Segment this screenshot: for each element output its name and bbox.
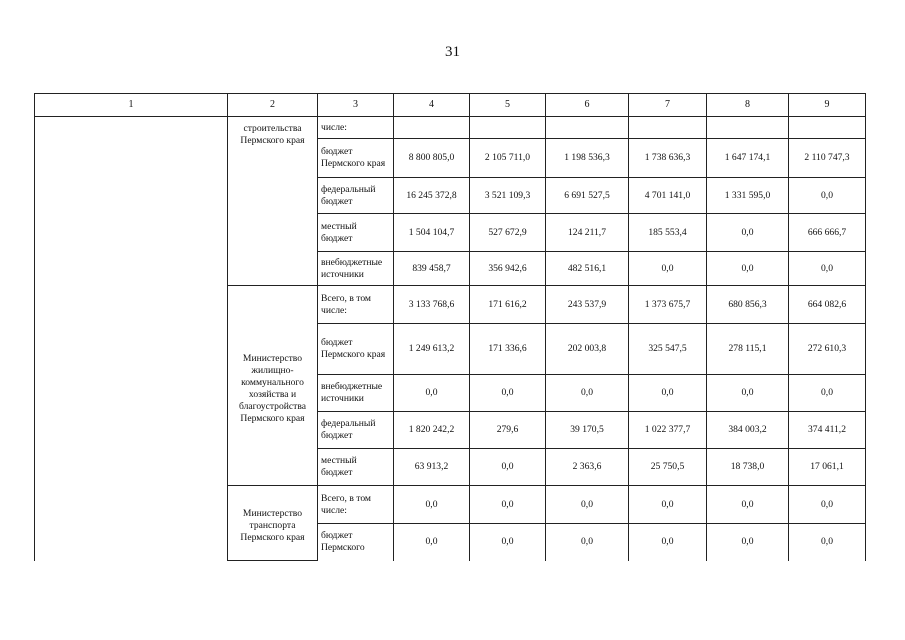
funding-source-cell: внебюджетные источники <box>318 375 394 412</box>
amount-cell: 0,0 <box>789 252 866 286</box>
column-number: 4 <box>394 94 470 117</box>
amount-cell <box>546 117 629 139</box>
amount-cell <box>394 117 470 139</box>
amount-cell: 0,0 <box>546 375 629 412</box>
amount-cell: 1 022 377,7 <box>629 412 707 449</box>
funding-source-cell: Всего, в том числе: <box>318 286 394 324</box>
amount-cell: 171 336,6 <box>470 324 546 375</box>
funding-source-cell: местный бюджет <box>318 449 394 486</box>
funding-source-cell: Всего, в том числе: <box>318 486 394 524</box>
funding-source-cell: местный бюджет <box>318 214 394 252</box>
amount-cell: 0,0 <box>629 375 707 412</box>
column-number: 1 <box>35 94 228 117</box>
amount-cell: 0,0 <box>629 524 707 561</box>
column-number: 9 <box>789 94 866 117</box>
amount-cell: 39 170,5 <box>546 412 629 449</box>
amount-cell: 63 913,2 <box>394 449 470 486</box>
amount-cell: 325 547,5 <box>629 324 707 375</box>
amount-cell: 482 516,1 <box>546 252 629 286</box>
column-number: 2 <box>228 94 318 117</box>
page-number: 31 <box>445 44 460 60</box>
amount-cell <box>470 117 546 139</box>
amount-cell: 0,0 <box>789 178 866 214</box>
amount-cell: 278 115,1 <box>707 324 789 375</box>
funding-source-cell: внебюджетные источники <box>318 252 394 286</box>
amount-cell: 1 820 242,2 <box>394 412 470 449</box>
amount-cell: 0,0 <box>394 375 470 412</box>
amount-cell: 185 553,4 <box>629 214 707 252</box>
amount-cell: 17 061,1 <box>789 449 866 486</box>
amount-cell: 0,0 <box>394 486 470 524</box>
amount-cell: 0,0 <box>707 214 789 252</box>
amount-cell: 1 504 104,7 <box>394 214 470 252</box>
amount-cell: 0,0 <box>470 449 546 486</box>
amount-cell: 0,0 <box>394 524 470 561</box>
amount-cell: 3 133 768,6 <box>394 286 470 324</box>
amount-cell: 0,0 <box>546 524 629 561</box>
amount-cell <box>789 117 866 139</box>
amount-cell: 0,0 <box>470 486 546 524</box>
amount-cell <box>629 117 707 139</box>
amount-cell: 839 458,7 <box>394 252 470 286</box>
column-number: 3 <box>318 94 394 117</box>
amount-cell: 0,0 <box>629 252 707 286</box>
amount-cell: 0,0 <box>707 524 789 561</box>
amount-cell: 0,0 <box>629 486 707 524</box>
amount-cell: 1 331 595,0 <box>707 178 789 214</box>
amount-cell: 0,0 <box>707 252 789 286</box>
amount-cell: 384 003,2 <box>707 412 789 449</box>
amount-cell: 1 738 636,3 <box>629 139 707 178</box>
organization-cell: Министерство жилищно-коммунального хозяйства и благоустройства Пермского края <box>228 286 318 486</box>
amount-cell: 1 373 675,7 <box>629 286 707 324</box>
amount-cell: 0,0 <box>470 524 546 561</box>
amount-cell: 1 249 613,2 <box>394 324 470 375</box>
amount-cell: 2 105 711,0 <box>470 139 546 178</box>
amount-cell: 171 616,2 <box>470 286 546 324</box>
amount-cell: 272 610,3 <box>789 324 866 375</box>
amount-cell: 279,6 <box>470 412 546 449</box>
amount-cell: 124 211,7 <box>546 214 629 252</box>
amount-cell: 527 672,9 <box>470 214 546 252</box>
column-number: 8 <box>707 94 789 117</box>
amount-cell: 0,0 <box>789 524 866 561</box>
amount-cell: 8 800 805,0 <box>394 139 470 178</box>
amount-cell: 0,0 <box>707 375 789 412</box>
amount-cell: 0,0 <box>789 375 866 412</box>
funding-source-cell: бюджет Пермского края <box>318 139 394 178</box>
amount-cell: 0,0 <box>470 375 546 412</box>
organization-cell: Министерство транспорта Пермского края <box>228 486 318 561</box>
column-number: 6 <box>546 94 629 117</box>
table-row <box>35 117 866 139</box>
amount-cell: 16 245 372,8 <box>394 178 470 214</box>
amount-cell: 680 856,3 <box>707 286 789 324</box>
amount-cell: 356 942,6 <box>470 252 546 286</box>
amount-cell: 202 003,8 <box>546 324 629 375</box>
amount-cell: 0,0 <box>546 486 629 524</box>
amount-cell: 3 521 109,3 <box>470 178 546 214</box>
amount-cell: 6 691 527,5 <box>546 178 629 214</box>
amount-cell: 0,0 <box>707 486 789 524</box>
amount-cell: 4 701 141,0 <box>629 178 707 214</box>
funding-source-cell: федеральный бюджет <box>318 178 394 214</box>
funding-source-cell: федеральный бюджет <box>318 412 394 449</box>
amount-cell: 666 666,7 <box>789 214 866 252</box>
funding-source-cell: бюджет Пермского края <box>318 324 394 375</box>
column-number: 5 <box>470 94 546 117</box>
amount-cell: 25 750,5 <box>629 449 707 486</box>
funding-source-cell: числе: <box>318 117 394 139</box>
amount-cell: 1 198 536,3 <box>546 139 629 178</box>
organization-cell: строительства Пермского края <box>228 117 318 286</box>
amount-cell: 2 110 747,3 <box>789 139 866 178</box>
funding-source-cell: бюджет Пермского <box>318 524 394 561</box>
amount-cell: 664 082,6 <box>789 286 866 324</box>
program-cell <box>35 117 228 561</box>
column-number-row <box>35 94 866 117</box>
amount-cell: 1 647 174,1 <box>707 139 789 178</box>
amount-cell: 374 411,2 <box>789 412 866 449</box>
column-number: 7 <box>629 94 707 117</box>
amount-cell: 18 738,0 <box>707 449 789 486</box>
amount-cell: 0,0 <box>789 486 866 524</box>
budget-table <box>34 93 866 561</box>
amount-cell: 243 537,9 <box>546 286 629 324</box>
amount-cell: 2 363,6 <box>546 449 629 486</box>
amount-cell <box>707 117 789 139</box>
